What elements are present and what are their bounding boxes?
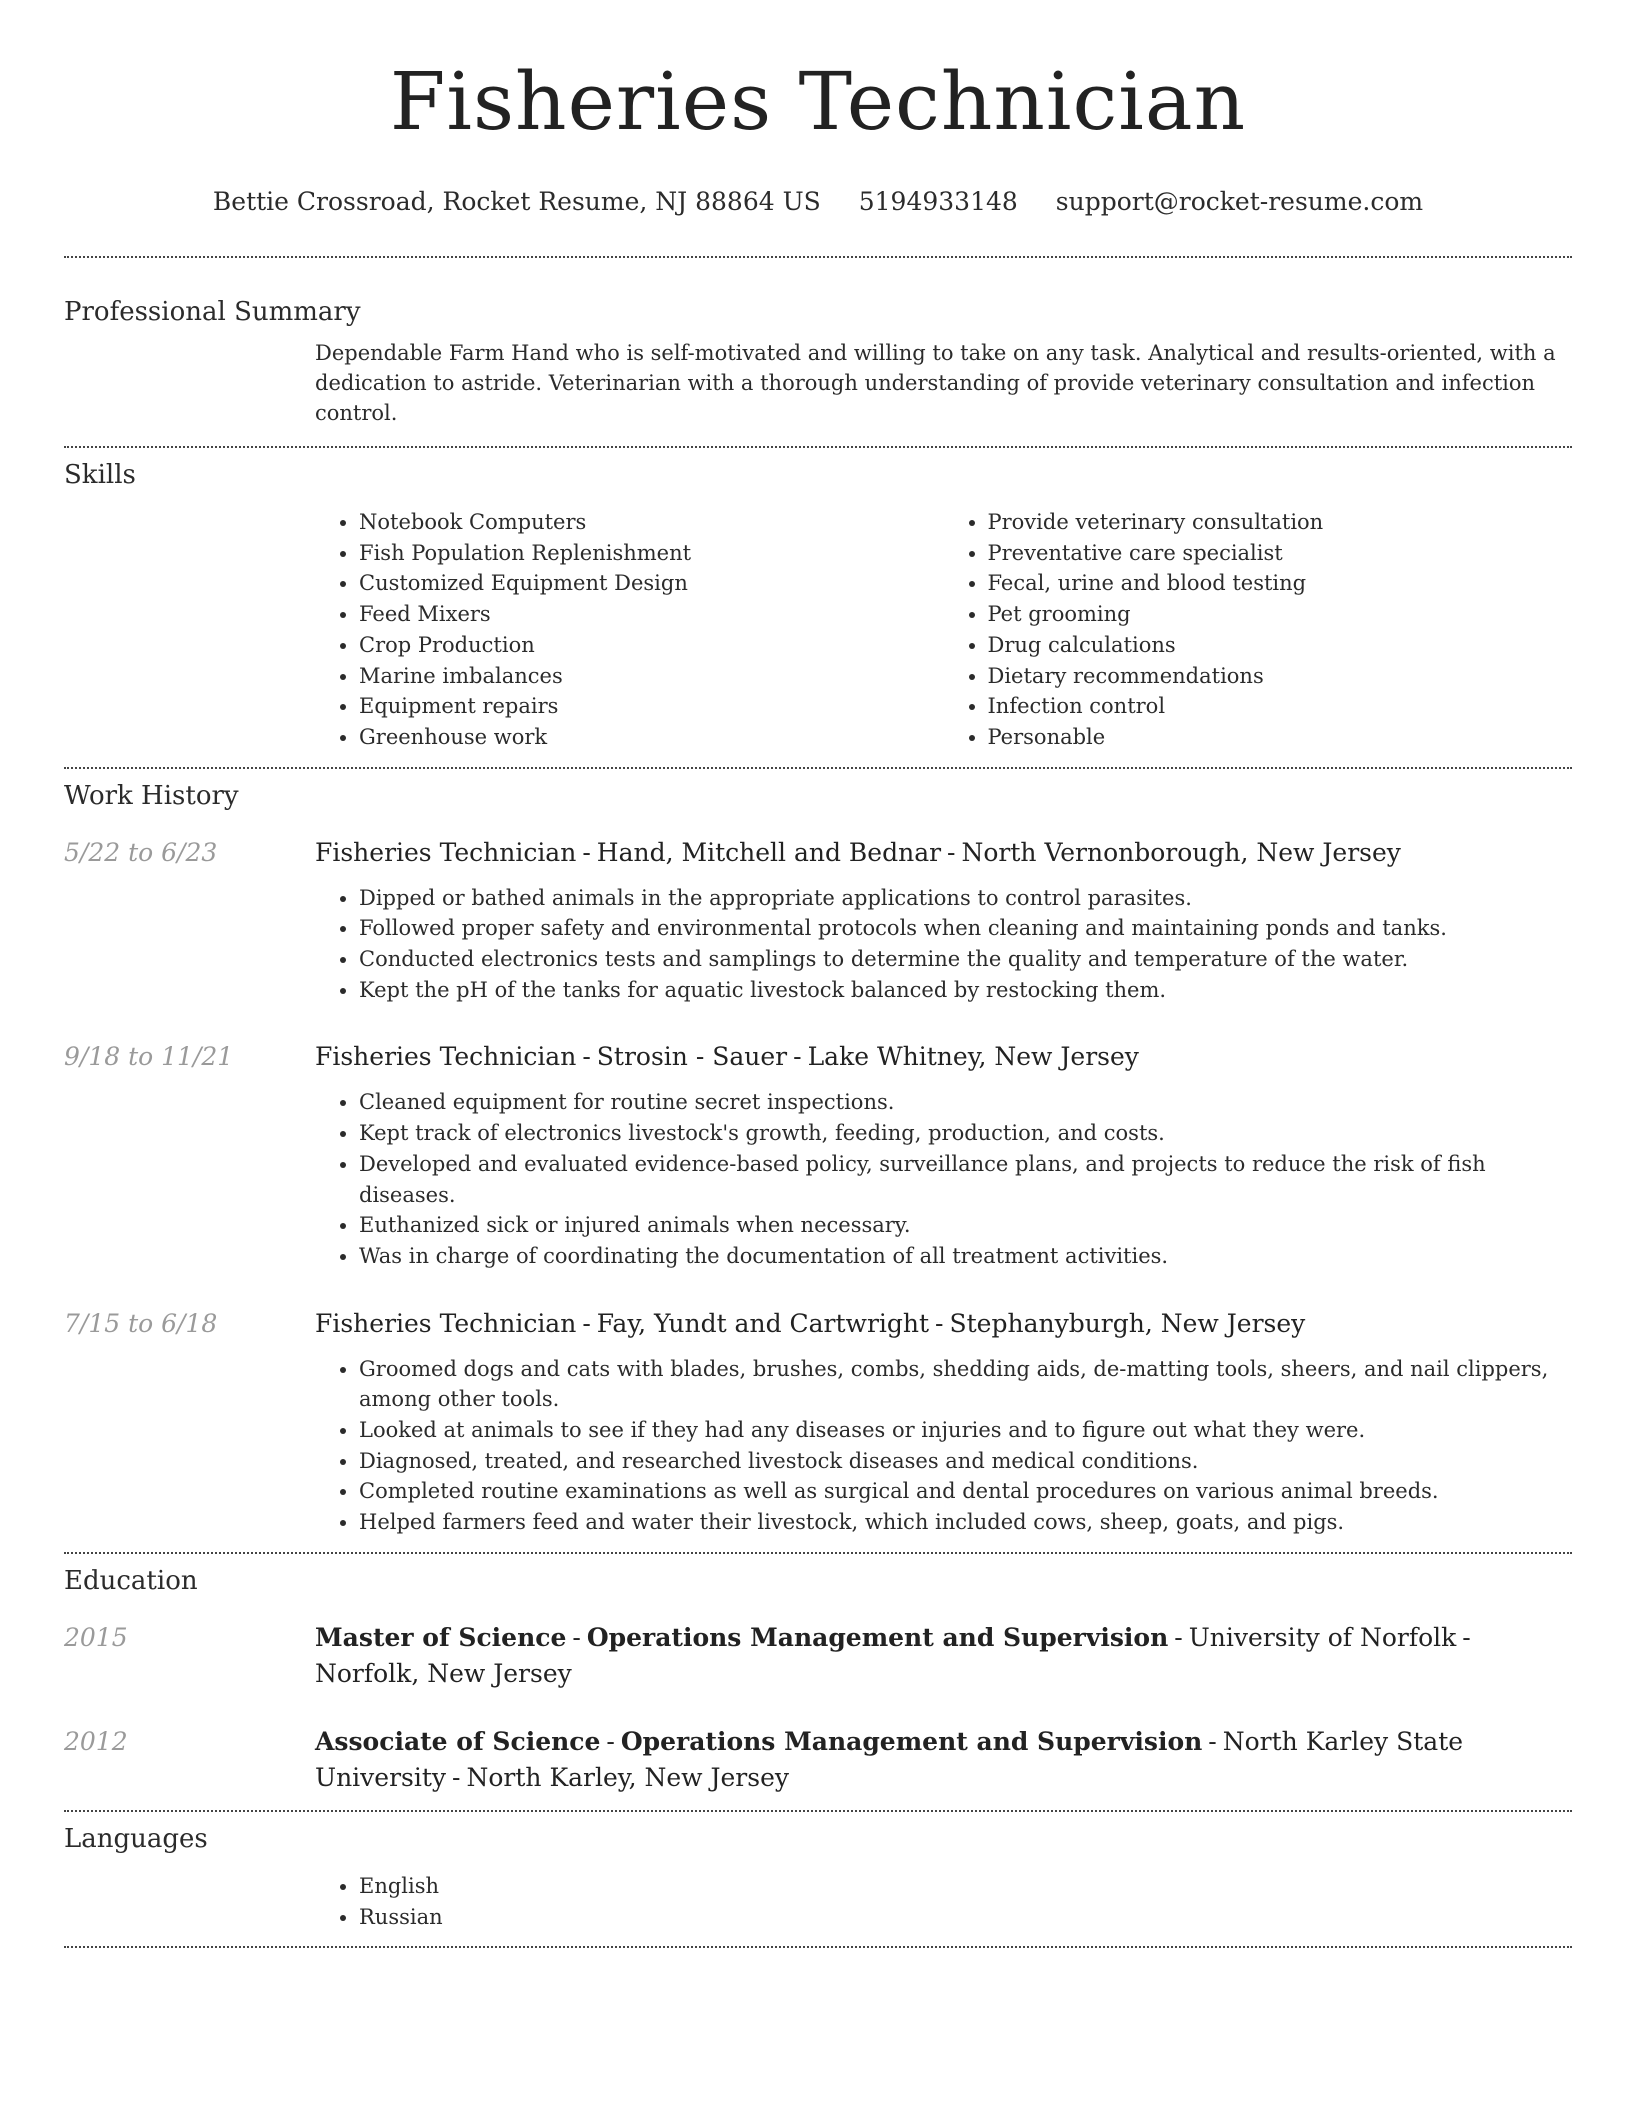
skills-section: [64, 448, 1572, 753]
skill-item: • Greenhouse work: [359, 722, 944, 753]
contact-address: Bettie Crossroad, Rocket Resume, NJ 88864 US: [212, 187, 821, 216]
job-dates: 5/22 to 6/23: [64, 837, 218, 867]
job-company: Fay, Yundt and Cartwright: [596, 1308, 930, 1338]
skill-item: • Provide veterinary consultation: [988, 507, 1573, 538]
job-bullet: • Followed proper safety and environmental protocols when cleaning and maintaining ponds and tanks.: [359, 913, 1572, 944]
education-title-line: Master of Science - Operations Management and Supervision - University of Norfolk -Norfolk, New Jersey: [315, 1622, 1471, 1688]
education-school: North Karley State University: [315, 1726, 1464, 1792]
education-section: [64, 1554, 1572, 1796]
job-dates: 7/15 to 6/18: [64, 1308, 218, 1338]
job-bullets: [315, 1087, 1572, 1271]
skill-item: • Fish Population Replenishment: [359, 538, 944, 569]
language-item: • Russian: [359, 1902, 1572, 1933]
education-location: Norfolk, New Jersey: [315, 1658, 572, 1688]
job-role: Fisheries Technician: [315, 1042, 577, 1072]
skill-item: • Marine imbalances: [359, 661, 944, 692]
skill-item: • Drug calculations: [988, 630, 1573, 661]
job-dates: 9/18 to 11/21: [64, 1042, 234, 1072]
job-title-line: Fisheries Technician - Fay, Yundt and Cartwright - Stephanyburgh, New Jersey: [315, 1308, 1306, 1338]
job-bullet: • Diagnosed, treated, and researched livestock diseases and medical conditions.: [359, 1446, 1572, 1477]
skills-list: [315, 507, 1572, 753]
skill-item: • Crop Production: [359, 630, 944, 661]
job-bullets: [315, 1354, 1572, 1538]
skill-item: • Notebook Computers: [359, 507, 944, 538]
job-bullet: • Kept the pH of the tanks for aquatic livestock balanced by restocking them.: [359, 975, 1572, 1006]
job-bullet: • Dipped or bathed animals in the appropriate applications to control parasites.: [359, 883, 1572, 914]
job-title-line: Fisheries Technician - Hand, Mitchell and Bednar - North Vernonborough, New Jersey: [315, 837, 1401, 867]
education-degree: Associate of Science: [315, 1726, 601, 1756]
skills-column-right: [944, 507, 1573, 753]
job-bullet: • Looked at animals to see if they had any diseases or injuries and to figure out what they were.: [359, 1415, 1572, 1446]
skill-item: • Equipment repairs: [359, 691, 944, 722]
job-bullet: • Kept track of electronics livestock's growth, feeding, production, and costs.: [359, 1118, 1572, 1149]
education-year: 2012: [64, 1726, 128, 1756]
work-section: [64, 769, 1572, 1538]
education-heading: Education: [64, 1565, 198, 1596]
resume-name: Fisheries Technician: [389, 55, 1247, 148]
skill-item: • Preventative care specialist: [988, 538, 1573, 569]
languages-list: [315, 1871, 1572, 1932]
summary-text: Dependable Farm Hand who is self-motivated and willing to take on any task. Analytical and results-oriented, with a dedication to astride. Veterinarian with a thorough understanding of provide veterinary consultation and infection control.: [315, 341, 1556, 425]
job-bullet: • Conducted electronics tests and samplings to determine the quality and temperature of the water.: [359, 944, 1572, 975]
job-location: Lake Whitney, New Jersey: [807, 1042, 1139, 1072]
job-role: Fisheries Technician: [315, 837, 577, 867]
job-entry: [64, 835, 1572, 1006]
job-bullets: [315, 883, 1572, 1006]
job-role: Fisheries Technician: [315, 1308, 577, 1338]
skill-item: • Dietary recommendations: [988, 661, 1573, 692]
skill-item: • Customized Equipment Design: [359, 568, 944, 599]
contact-phone: 5194933148: [858, 187, 1018, 216]
education-entry: [64, 1620, 1572, 1692]
work-heading: Work History: [64, 780, 239, 811]
skills-heading: Skills: [64, 460, 136, 490]
education-school: University of Norfolk: [1188, 1622, 1457, 1652]
job-bullet: • Was in charge of coordinating the documentation of all treatment activities.: [359, 1241, 1572, 1272]
job-company: Hand, Mitchell and Bednar: [596, 837, 942, 867]
skill-item: • Pet grooming: [988, 599, 1573, 630]
skill-item: • Personable: [988, 722, 1573, 753]
contact-email: support@rocket-resume.com: [1055, 187, 1424, 216]
job-location: North Vernonborough, New Jersey: [961, 837, 1401, 867]
job-bullet: • Groomed dogs and cats with blades, brushes, combs, shedding aids, de-matting tools, sheers, and nail clippers, among other tools.: [359, 1354, 1572, 1415]
skill-item: • Infection control: [988, 691, 1573, 722]
job-company: Strosin - Sauer: [596, 1042, 788, 1072]
job-entry: [64, 1306, 1572, 1538]
skill-item: • Fecal, urine and blood testing: [988, 568, 1573, 599]
education-degree: Master of Science: [315, 1622, 567, 1652]
contact-line: [64, 186, 1572, 218]
education-field: Operations Management and Supervision: [620, 1726, 1203, 1756]
job-entry: [64, 1039, 1572, 1271]
job-title-line: Fisheries Technician - Strosin - Sauer - Lake Whitney, New Jersey: [315, 1042, 1139, 1072]
languages-section: [64, 1812, 1572, 1932]
languages-heading: Languages: [64, 1823, 208, 1854]
job-bullet: • Cleaned equipment for routine secret inspections.: [359, 1087, 1572, 1118]
resume-page: [64, 0, 1572, 1948]
skill-item: • Feed Mixers: [359, 599, 944, 630]
education-year: 2015: [64, 1622, 128, 1652]
job-bullet: • Developed and evaluated evidence-based policy, surveillance plans, and projects to reduce the risk of fish diseases.: [359, 1149, 1572, 1210]
job-bullet: • Completed routine examinations as well as surgical and dental procedures on various animal breeds.: [359, 1476, 1572, 1507]
education-field: Operations Management and Supervision: [586, 1622, 1169, 1652]
job-location: Stephanyburgh, New Jersey: [949, 1308, 1306, 1338]
section-divider: [64, 1946, 1572, 1948]
language-item: • English: [359, 1871, 1572, 1902]
summary-heading: Professional Summary: [64, 297, 361, 327]
skills-column-left: [315, 507, 944, 753]
education-title-line: Associate of Science - Operations Management and Supervision - North Karley State University - North Karley, New Jersey: [315, 1726, 1464, 1792]
job-bullet: • Helped farmers feed and water their livestock, which included cows, sheep, goats, and pigs.: [359, 1507, 1572, 1538]
job-bullet: • Euthanized sick or injured animals when necessary.: [359, 1210, 1572, 1241]
education-location: North Karley, New Jersey: [466, 1762, 790, 1792]
education-entry: [64, 1724, 1572, 1796]
summary-section: [64, 258, 1572, 428]
